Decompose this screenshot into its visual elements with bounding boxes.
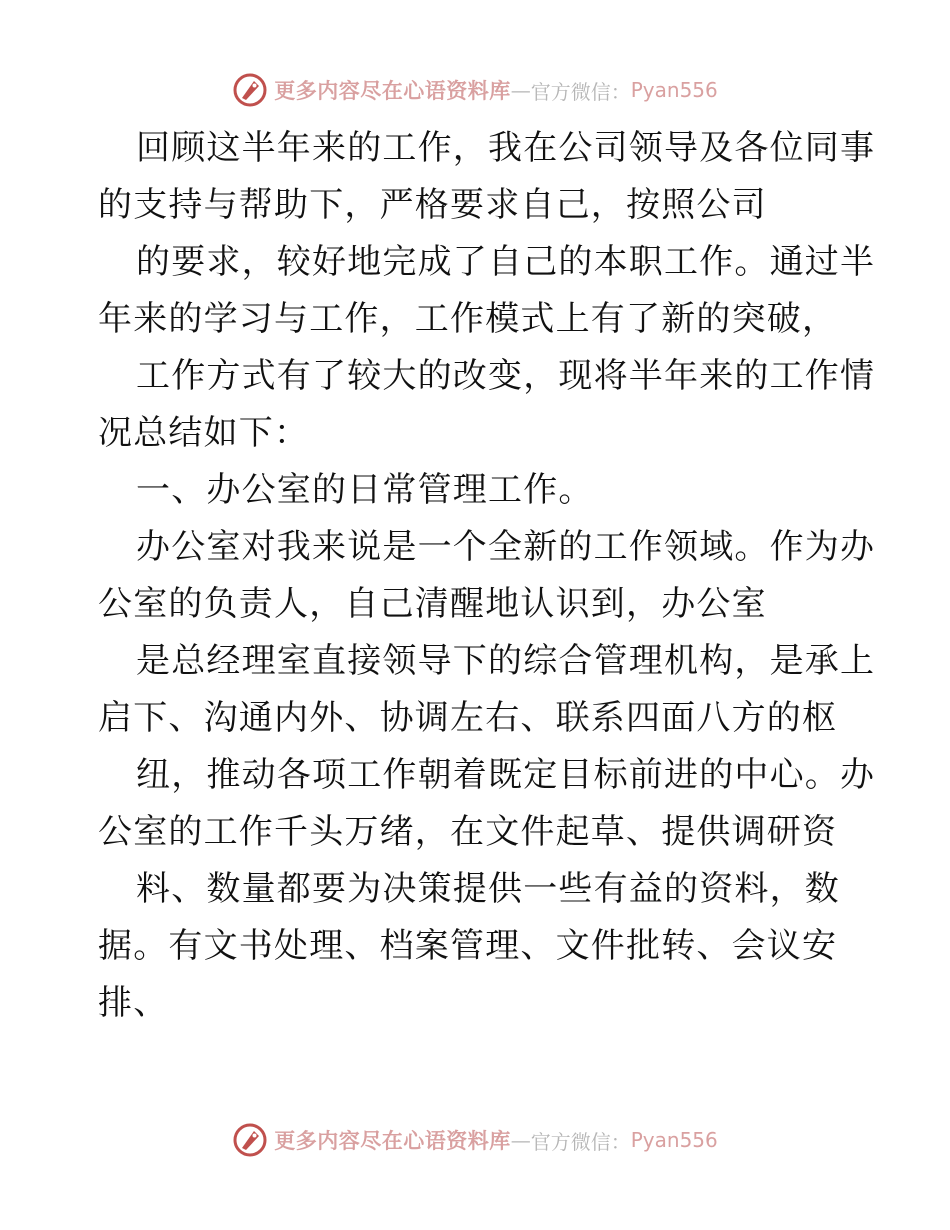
banner-contact-label: 官方微信： [530,79,631,104]
section-heading: 一、办公室的日常管理工作。 [136,470,594,510]
body-line: 是总经理室直接领导下的综合管理机构，是承上 [136,641,876,681]
banner-site-text: 更多内容尽在心语资料库 [274,1128,511,1153]
banner-contact-handle: Pyan556 [630,78,718,102]
body-line: 纽，推动各项工作朝着既定目标前进的中心。办 [136,755,876,795]
body-line: 启下、沟通内外、协调左右、联系四面八方的枢 [98,698,838,738]
banner-contact-handle: Pyan556 [630,1128,718,1152]
header-banner [0,70,950,110]
banner-separator: — [510,78,531,102]
body-line: 回顾这半年来的工作，我在公司领导及各位同事 [136,128,876,168]
body-line: 料、数量都要为决策提供一些有益的资料，数 [136,869,840,909]
document-body [98,120,876,1032]
footer-banner [0,1120,950,1160]
body-line: 据。有文书处理、档案管理、文件批转、会议安 [98,926,838,966]
body-line: 的要求，较好地完成了自己的本职工作。通过半 [136,242,876,282]
banner-site-text: 更多内容尽在心语资料库 [274,78,511,103]
body-line: 排、 [98,983,169,1023]
body-line: 办公室对我来说是一个全新的工作领域。作为办 [136,527,876,567]
body-line: 年来的学习与工作，工作模式上有了新的突破， [98,299,838,339]
body-line: 况总结如下： [98,413,310,453]
pen-nib-logo-icon [232,72,268,108]
body-line: 的支持与帮助下，严格要求自己，按照公司 [98,185,767,225]
body-line: 公室的工作千头万绪，在文件起草、提供调研资 [98,812,838,852]
banner-separator: — [510,1128,531,1152]
body-line: 公室的负责人，自己清醒地认识到，办公室 [98,584,767,624]
pen-nib-logo-icon [232,1122,268,1158]
banner-contact-label: 官方微信： [530,1129,631,1154]
body-line: 工作方式有了较大的改变，现将半年来的工作情 [136,356,876,396]
